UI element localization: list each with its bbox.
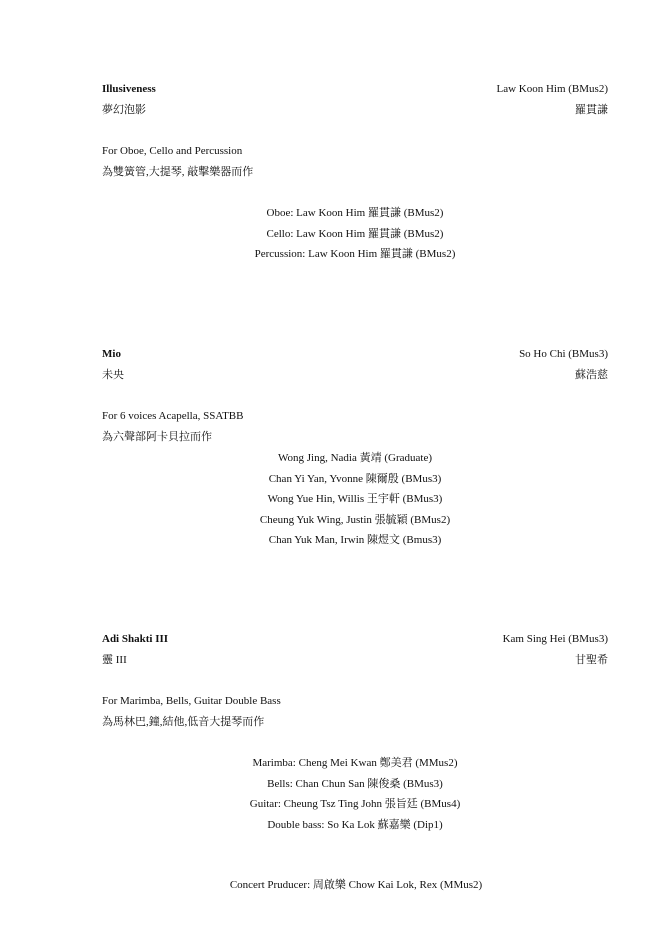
performer-line: Guitar: Cheung Tsz Ting John 張旨廷 (BMus4)	[249, 798, 461, 810]
piece-illusiveness	[102, 79, 608, 265]
composer-name: Kam Sing Hei (BMus3)	[502, 633, 608, 645]
instrumentation: For Oboe, Cello and Percussion	[102, 145, 243, 157]
instrumentation: For 6 voices Acapella, SSATBB	[102, 410, 244, 422]
instrumentation-chinese: 為馬林巴,鐘,結他,低音大提琴而作	[102, 716, 265, 728]
performer-line: Cello: Law Koon Him 羅貫謙 (BMus2)	[266, 227, 444, 240]
piece-title-chinese: 夢幻泡影	[102, 104, 146, 116]
piece-title: Mio	[102, 348, 121, 360]
composer-name-chinese: 蘇浩慈	[575, 369, 608, 381]
performer-line: Bells: Chan Chun San 陳俊桑 (BMus3)	[267, 777, 443, 790]
instrumentation-chinese: 為雙簧管,大提琴, 敲擊樂器而作	[102, 166, 254, 178]
composer-name-chinese: 甘聖希	[575, 654, 608, 666]
composer-name: Law Koon Him (BMus2)	[496, 83, 608, 95]
performer-line: Double bass: So Ka Lok 蘇嘉樂 (Dip1)	[267, 818, 443, 831]
piece-title: Illusiveness	[102, 83, 156, 95]
composer-name: So Ho Chi (BMus3)	[519, 348, 608, 360]
performer-line: Wong Jing, Nadia 黃靖 (Graduate)	[278, 452, 432, 464]
performer-line: Cheung Yuk Wing, Justin 張毓穎 (BMus2)	[259, 513, 451, 526]
performer-line: Chan Yuk Man, Irwin 陳煜文 (Bmus3)	[268, 534, 442, 546]
instrumentation-chinese: 為六聲部阿卡貝拉而作	[102, 431, 212, 443]
concert-producer: Concert Pruducer: 周啟樂 Chow Kai Lok, Rex (MMus2)	[229, 879, 483, 891]
piece-mio	[102, 344, 608, 551]
performer-line: Chan Yi Yan, Yvonne 陳爾殷 (BMus3)	[268, 472, 442, 485]
performer-line: Wong Yue Hin, Willis 王宇軒 (BMus3)	[267, 493, 443, 505]
performer-line: Marimba: Cheng Mei Kwan 鄭美君 (MMus2)	[252, 757, 458, 769]
piece-title: Adi Shakti III	[102, 633, 169, 645]
performer-line: Percussion: Law Koon Him 羅貫謙 (BMus2)	[254, 248, 456, 260]
piece-title-chinese: 靈 III	[102, 654, 127, 666]
composer-name-chinese: 羅貫謙	[575, 104, 608, 116]
piece-adi-shakti-iii	[102, 629, 608, 835]
piece-title-chinese: 未央	[102, 369, 124, 381]
instrumentation: For Marimba, Bells, Guitar Double Bass	[102, 695, 281, 707]
performer-line: Oboe: Law Koon Him 羅貫謙 (BMus2)	[266, 207, 444, 219]
